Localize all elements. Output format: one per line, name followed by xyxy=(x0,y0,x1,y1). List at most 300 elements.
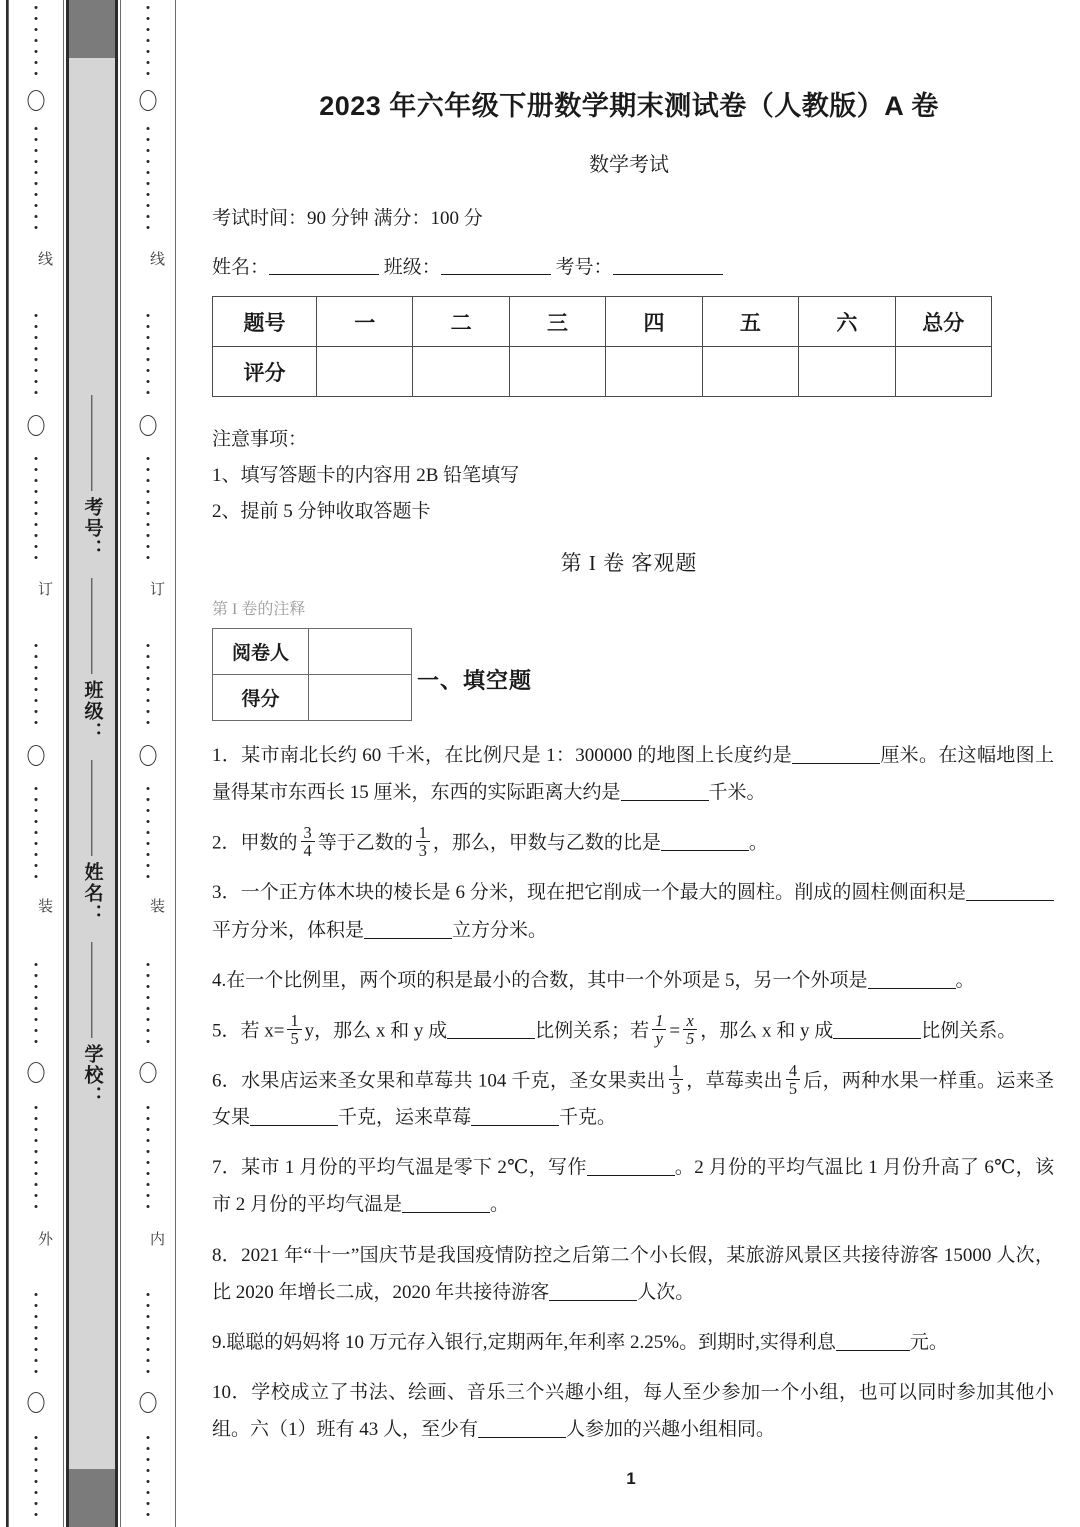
seal-dot xyxy=(147,61,150,64)
seal-dot xyxy=(147,314,150,317)
q5-text-b: y，那么 x 和 y 成 xyxy=(304,1019,448,1041)
seal-dot xyxy=(147,17,150,20)
q7-text-b: 。2 月份的平均气温比 1 月份升高了 6℃，该市 2 月份的平均气温是 xyxy=(212,1157,1054,1216)
section-note: 第 I 卷的注释 xyxy=(212,601,306,618)
seal-dot xyxy=(147,556,150,559)
q8-blank-1[interactable] xyxy=(549,1282,637,1301)
numerator: 1 xyxy=(418,823,427,843)
seal-dot xyxy=(147,1469,150,1472)
seal-dot xyxy=(35,1150,38,1153)
seal-dot xyxy=(147,974,150,977)
seal-dot xyxy=(35,842,38,845)
seal-dot xyxy=(35,1029,38,1032)
seal-word-ding: 订 xyxy=(133,578,163,599)
seal-dot xyxy=(147,149,150,152)
denominator: 4 xyxy=(301,841,315,859)
score-col-3: 三 xyxy=(509,297,605,347)
seal-dot xyxy=(35,875,38,878)
q9-text-b: 元。 xyxy=(909,1331,948,1353)
seal-dot xyxy=(147,72,150,75)
q9-text-a: 聪聪的妈妈将 10 万元存入银行,定期两年,年利率 2.25%。到期时,实得利息 xyxy=(226,1331,836,1353)
seal-dot xyxy=(147,6,150,9)
seal-dot xyxy=(147,468,150,471)
q4-text-a: 在一个比例里，两个项的积是最小的合数，其中一个外项是 5，另一个外项是 xyxy=(226,969,868,991)
seal-dot xyxy=(147,50,150,53)
score-cell[interactable] xyxy=(317,347,413,397)
q7-text-c: 。 xyxy=(490,1194,510,1216)
seal-dot xyxy=(35,215,38,218)
seal-dot xyxy=(147,1447,150,1450)
score-cell[interactable] xyxy=(606,347,702,397)
seal-ring-icon xyxy=(140,1392,157,1413)
q2-fraction-2 xyxy=(416,824,430,859)
seal-dot xyxy=(147,787,150,790)
seal-dot xyxy=(35,1337,38,1340)
seal-dot xyxy=(147,996,150,999)
seal-dot xyxy=(35,512,38,515)
q5-text-c: 比例关系；若 xyxy=(535,1019,650,1041)
seal-dot xyxy=(147,534,150,537)
q7-text-a: 某市 1 月份的平均气温是零下 2℃，写作 xyxy=(241,1157,587,1179)
numerator: x xyxy=(686,1010,694,1030)
q2-number: 2． xyxy=(212,832,241,854)
q2-text-d: 。 xyxy=(748,832,768,854)
seal-dot xyxy=(147,1007,150,1010)
seal-dot xyxy=(35,358,38,361)
seal-dot xyxy=(35,809,38,812)
page-title: 2023 年六年级下册数学期末测试卷（人教版）A 卷 xyxy=(319,91,939,121)
class-field[interactable] xyxy=(441,256,551,275)
seal-dot xyxy=(35,996,38,999)
question-3 xyxy=(212,874,1054,948)
seal-dot xyxy=(147,1128,150,1131)
section-heading: 第 I 卷 客观题 xyxy=(560,551,698,575)
seal-dot xyxy=(35,160,38,163)
score-cell[interactable] xyxy=(509,347,605,397)
seal-dot xyxy=(35,468,38,471)
score-col-total: 总分 xyxy=(895,297,991,347)
seal-word-wai: 外 xyxy=(21,1228,51,1249)
seal-dot xyxy=(35,204,38,207)
seal-dot xyxy=(147,1491,150,1494)
seal-dot xyxy=(147,369,150,372)
seal-dot xyxy=(35,1502,38,1505)
q1-blank-2[interactable] xyxy=(621,782,709,801)
seal-dot xyxy=(35,138,38,141)
q6-fraction-1 xyxy=(669,1062,683,1097)
q6-number: 6． xyxy=(212,1070,242,1092)
seal-dot xyxy=(147,215,150,218)
seal-dot xyxy=(147,853,150,856)
seal-column-inner xyxy=(120,0,176,1527)
seal-dot xyxy=(147,985,150,988)
seal-dot xyxy=(35,1513,38,1516)
note-item-2: 2、提前 5 分钟收取答题卡 xyxy=(212,501,431,522)
seal-dot xyxy=(147,710,150,713)
seal-dot xyxy=(35,28,38,31)
question-4 xyxy=(212,962,1054,999)
seal-dot xyxy=(147,655,150,658)
score-row-label-score: 评分 xyxy=(213,347,317,397)
seal-dot xyxy=(147,1348,150,1351)
q3-text-a: 一个正方体木块的棱长是 6 分米，现在把它削成一个最大的圆柱。削成的圆柱侧面积是 xyxy=(240,882,966,904)
score-col-4: 四 xyxy=(606,297,702,347)
seal-dot xyxy=(35,127,38,130)
name-field[interactable] xyxy=(269,256,379,275)
seal-column-outer xyxy=(8,0,64,1527)
q5-number: 5． xyxy=(212,1019,241,1041)
seal-dot xyxy=(35,39,38,42)
q3-blank-1[interactable] xyxy=(966,882,1054,901)
seal-dot xyxy=(147,171,150,174)
seal-dot xyxy=(35,171,38,174)
q1-text-b: 厘米。在这幅地图上量得某市东西长 15 厘米，东西的实际距离大约是 xyxy=(212,745,1054,804)
q6-text-a: 水果店运来圣女果和草莓共 104 千克，圣女果卖出 xyxy=(241,1070,666,1092)
table-row xyxy=(213,297,992,347)
exam-no-field[interactable] xyxy=(613,256,723,275)
seal-ring-icon xyxy=(140,90,157,111)
seal-ring-icon xyxy=(28,1062,45,1083)
seal-dot xyxy=(35,336,38,339)
numerator: 1 xyxy=(655,1010,664,1030)
seal-dot xyxy=(35,380,38,383)
q5-text-a: 若 x= xyxy=(240,1019,285,1041)
seal-dot xyxy=(147,1293,150,1296)
question-1 xyxy=(212,737,1054,811)
seal-dot xyxy=(35,1183,38,1186)
seal-dot xyxy=(35,864,38,867)
question-7 xyxy=(212,1149,1054,1223)
seal-ring-icon xyxy=(28,90,45,111)
seal-dot xyxy=(35,523,38,526)
q10-blank-1[interactable] xyxy=(478,1419,566,1438)
seal-dot xyxy=(147,336,150,339)
score-col-1: 一 xyxy=(317,297,413,347)
q3-number: 3． xyxy=(212,882,241,904)
seal-dot xyxy=(147,479,150,482)
seal-dot xyxy=(35,50,38,53)
q4-number: 4. xyxy=(212,969,227,991)
score-cell[interactable] xyxy=(413,347,509,397)
q9-number: 9. xyxy=(212,1331,227,1353)
seal-dot xyxy=(35,963,38,966)
seal-dot xyxy=(147,457,150,460)
q4-blank-1[interactable] xyxy=(868,970,956,989)
q3-blank-2[interactable] xyxy=(364,920,452,939)
seal-dot xyxy=(35,1458,38,1461)
q5-fraction-2 xyxy=(652,1012,666,1047)
seal-word-zhuang: 装 xyxy=(21,895,51,916)
seal-dot xyxy=(147,1117,150,1120)
seal-dot xyxy=(147,380,150,383)
seal-dot xyxy=(147,204,150,207)
seal-dot xyxy=(35,149,38,152)
seal-ring-icon xyxy=(28,745,45,766)
seal-dot xyxy=(147,1337,150,1340)
seal-dot xyxy=(35,534,38,537)
seal-dot xyxy=(147,798,150,801)
seal-dot xyxy=(147,226,150,229)
question-9 xyxy=(212,1324,1054,1361)
q6-text-b: ，草莓卖出 xyxy=(685,1070,783,1092)
seal-dot xyxy=(147,545,150,548)
numerator: 1 xyxy=(671,1060,680,1080)
score-col-2: 二 xyxy=(413,297,509,347)
seal-word-zhuang: 装 xyxy=(133,895,163,916)
q2-text-a: 甲数的 xyxy=(240,832,298,854)
seal-dot xyxy=(35,688,38,691)
denominator: 5 xyxy=(683,1029,697,1047)
page-subtitle: 数学考试 xyxy=(589,154,669,176)
seal-dot xyxy=(35,182,38,185)
seal-dot xyxy=(147,39,150,42)
seal-ring-icon xyxy=(28,1392,45,1413)
seal-dot xyxy=(147,875,150,878)
seal-dot xyxy=(147,820,150,823)
q5-blank-2[interactable] xyxy=(833,1020,921,1039)
seal-dot xyxy=(147,1172,150,1175)
seal-dot xyxy=(35,479,38,482)
seal-word-ding: 订 xyxy=(21,578,51,599)
seal-dot xyxy=(35,1293,38,1296)
score-cell[interactable] xyxy=(895,347,991,397)
seal-dot xyxy=(35,1172,38,1175)
seal-dot xyxy=(35,666,38,669)
seal-word-line: 线 xyxy=(21,248,51,269)
seal-word-line: 线 xyxy=(133,248,163,269)
q1-blank-1[interactable] xyxy=(792,745,880,764)
page-number: 1 xyxy=(626,1469,636,1488)
seal-dot xyxy=(147,512,150,515)
seal-dot xyxy=(35,699,38,702)
seal-dot xyxy=(147,1018,150,1021)
seal-dot xyxy=(35,61,38,64)
seal-dot xyxy=(147,358,150,361)
question-8 xyxy=(212,1237,1054,1311)
seal-dot xyxy=(35,1436,38,1439)
q6-text-c: 后，两种水果一样重。运来圣女果 xyxy=(212,1070,1054,1129)
seal-dot xyxy=(35,314,38,317)
q5-text-d: ，那么 x 和 y 成 xyxy=(700,1019,834,1041)
seal-dot xyxy=(35,1370,38,1373)
seal-dot xyxy=(147,677,150,680)
seal-dot xyxy=(147,1040,150,1043)
seal-dot xyxy=(147,1139,150,1142)
seal-dot xyxy=(35,985,38,988)
seal-dot xyxy=(147,1436,150,1439)
q1-number: 1． xyxy=(212,745,242,766)
seal-dot xyxy=(35,1326,38,1329)
seal-dot xyxy=(35,1447,38,1450)
seal-dot xyxy=(147,1029,150,1032)
note-item-1: 1、填写答题卡的内容用 2B 铅笔填写 xyxy=(212,465,520,486)
seal-ring-icon xyxy=(28,415,45,436)
field-rule-exam-no xyxy=(91,395,92,491)
seal-dot xyxy=(35,1359,38,1362)
seal-dot xyxy=(147,963,150,966)
denominator: 3 xyxy=(416,841,430,859)
denominator: 5 xyxy=(287,1029,301,1047)
seal-dot xyxy=(147,1161,150,1164)
seal-dot xyxy=(35,17,38,20)
seal-dot xyxy=(35,391,38,394)
part-title-fill-in-blank: 一、填空题 xyxy=(417,668,533,693)
sidebar-field-exam-no: 考号： xyxy=(81,497,103,560)
denominator: 3 xyxy=(669,1079,683,1097)
seal-dot xyxy=(147,831,150,834)
seal-dot xyxy=(147,160,150,163)
seal-dot xyxy=(147,325,150,328)
notes-title: 注意事项： xyxy=(212,429,308,450)
score-col-6: 六 xyxy=(799,297,895,347)
seal-dot xyxy=(35,644,38,647)
seal-dot xyxy=(147,127,150,130)
seal-dot xyxy=(147,1513,150,1516)
q1-text-c: 千米。 xyxy=(708,782,766,804)
seal-dot xyxy=(147,1315,150,1318)
q5-fraction-3 xyxy=(683,1012,697,1047)
field-rule-name xyxy=(91,760,92,856)
exam-no-label: 考号： xyxy=(555,257,613,278)
seal-dot xyxy=(147,182,150,185)
seal-ring-icon xyxy=(140,745,157,766)
score-table xyxy=(212,296,992,397)
denominator: y xyxy=(652,1029,666,1047)
seal-dot xyxy=(147,1370,150,1373)
seal-dot xyxy=(35,1480,38,1483)
seal-dot xyxy=(147,28,150,31)
seal-dot xyxy=(147,699,150,702)
seal-dot xyxy=(147,1502,150,1505)
seal-dot xyxy=(147,842,150,845)
seal-dot xyxy=(147,193,150,196)
seal-dot xyxy=(35,1117,38,1120)
seal-dot xyxy=(147,1458,150,1461)
seal-dot xyxy=(147,347,150,350)
question-10 xyxy=(212,1374,1054,1448)
q3-text-c: 立方分米。 xyxy=(452,919,548,941)
seal-dot xyxy=(35,798,38,801)
seal-dot xyxy=(147,688,150,691)
score-cell[interactable] xyxy=(799,347,895,397)
seal-dot xyxy=(147,1150,150,1153)
seal-dot xyxy=(147,490,150,493)
seal-dot xyxy=(35,347,38,350)
seal-dot xyxy=(35,1007,38,1010)
seal-dot xyxy=(35,1139,38,1142)
seal-dot xyxy=(35,655,38,658)
field-rule-school xyxy=(91,942,92,1038)
q6-blank-2[interactable] xyxy=(471,1107,559,1126)
seal-dot xyxy=(35,820,38,823)
seal-dot xyxy=(147,809,150,812)
seal-dot xyxy=(147,1194,150,1197)
numerator: 4 xyxy=(788,1060,797,1080)
q3-text-b: 平方分米，体积是 xyxy=(212,919,365,941)
q7-blank-2[interactable] xyxy=(402,1194,490,1213)
seal-dot xyxy=(35,677,38,680)
seal-dot xyxy=(147,501,150,504)
exam-content xyxy=(182,0,1080,1527)
seal-dot xyxy=(147,666,150,669)
seal-dot xyxy=(35,710,38,713)
seal-dot xyxy=(35,853,38,856)
q4-text-b: 。 xyxy=(955,969,975,991)
seal-dot xyxy=(35,1018,38,1021)
seal-dot xyxy=(147,138,150,141)
seal-dot xyxy=(147,721,150,724)
seal-dot xyxy=(147,644,150,647)
exam-meta: 考试时间：90 分钟 满分：100 分 xyxy=(212,208,483,229)
seal-dot xyxy=(35,1128,38,1131)
seal-word-nei: 内 xyxy=(133,1228,163,1249)
table-row xyxy=(213,629,412,675)
score-value-cell[interactable] xyxy=(309,675,412,721)
q7-blank-1[interactable] xyxy=(587,1157,675,1176)
seal-dot xyxy=(147,523,150,526)
q2-blank-1[interactable] xyxy=(661,832,749,851)
seal-dot xyxy=(35,1348,38,1351)
grader-table xyxy=(212,628,412,721)
q10-text-b: 人参加的兴趣小组相同。 xyxy=(566,1418,776,1440)
seal-dot xyxy=(147,1326,150,1329)
seal-dot xyxy=(35,1304,38,1307)
q1-text-a: 某市南北长约 60 千米，在比例尺是 1：300000 的地图上长度约是 xyxy=(241,745,792,766)
q8-text-b: 人次。 xyxy=(637,1281,695,1303)
seal-dot xyxy=(35,1106,38,1109)
seal-dot xyxy=(35,1469,38,1472)
seal-dot xyxy=(35,369,38,372)
denominator: 5 xyxy=(786,1079,800,1097)
field-rule-class xyxy=(91,578,92,674)
seal-dot xyxy=(35,226,38,229)
grader-block xyxy=(212,628,1058,724)
seal-dot xyxy=(147,1359,150,1362)
seal-dot xyxy=(35,193,38,196)
seal-gray-band xyxy=(66,0,118,1527)
seal-dot xyxy=(35,787,38,790)
seal-dot xyxy=(35,72,38,75)
score-label: 得分 xyxy=(213,675,309,721)
seal-band-cap-bottom xyxy=(69,1469,115,1527)
q8-text-a: 2021 年“十一”国庆节是我国疫情防控之后第二个小长假，某旅游风景区共接待游客 15000 人次，比 2020 年增长二成，2020 年共接待游客 xyxy=(212,1244,1054,1303)
reviewer-cell[interactable] xyxy=(309,629,412,675)
seal-dot xyxy=(35,1315,38,1318)
q5-text-e: 比例关系。 xyxy=(921,1019,1017,1041)
table-row xyxy=(213,675,412,721)
score-row-label-question: 题号 xyxy=(213,297,317,347)
q9-blank-1[interactable] xyxy=(836,1332,910,1351)
student-id-line xyxy=(212,252,1058,279)
score-cell[interactable] xyxy=(702,347,798,397)
binding-sidebar xyxy=(0,0,182,1527)
seal-dot xyxy=(35,1040,38,1043)
seal-dot xyxy=(35,457,38,460)
seal-ring-icon xyxy=(140,415,157,436)
seal-dot xyxy=(35,1194,38,1197)
q6-blank-1[interactable] xyxy=(250,1107,338,1126)
q5-blank-1[interactable] xyxy=(447,1020,535,1039)
seal-dot xyxy=(35,490,38,493)
score-col-5: 五 xyxy=(702,297,798,347)
q6-fraction-2 xyxy=(786,1062,800,1097)
seal-dot xyxy=(35,1491,38,1494)
table-row xyxy=(213,347,992,397)
question-6 xyxy=(212,1062,1054,1136)
numerator: 3 xyxy=(303,823,312,843)
q5-fraction-1 xyxy=(287,1012,301,1047)
seal-dot xyxy=(147,1183,150,1186)
